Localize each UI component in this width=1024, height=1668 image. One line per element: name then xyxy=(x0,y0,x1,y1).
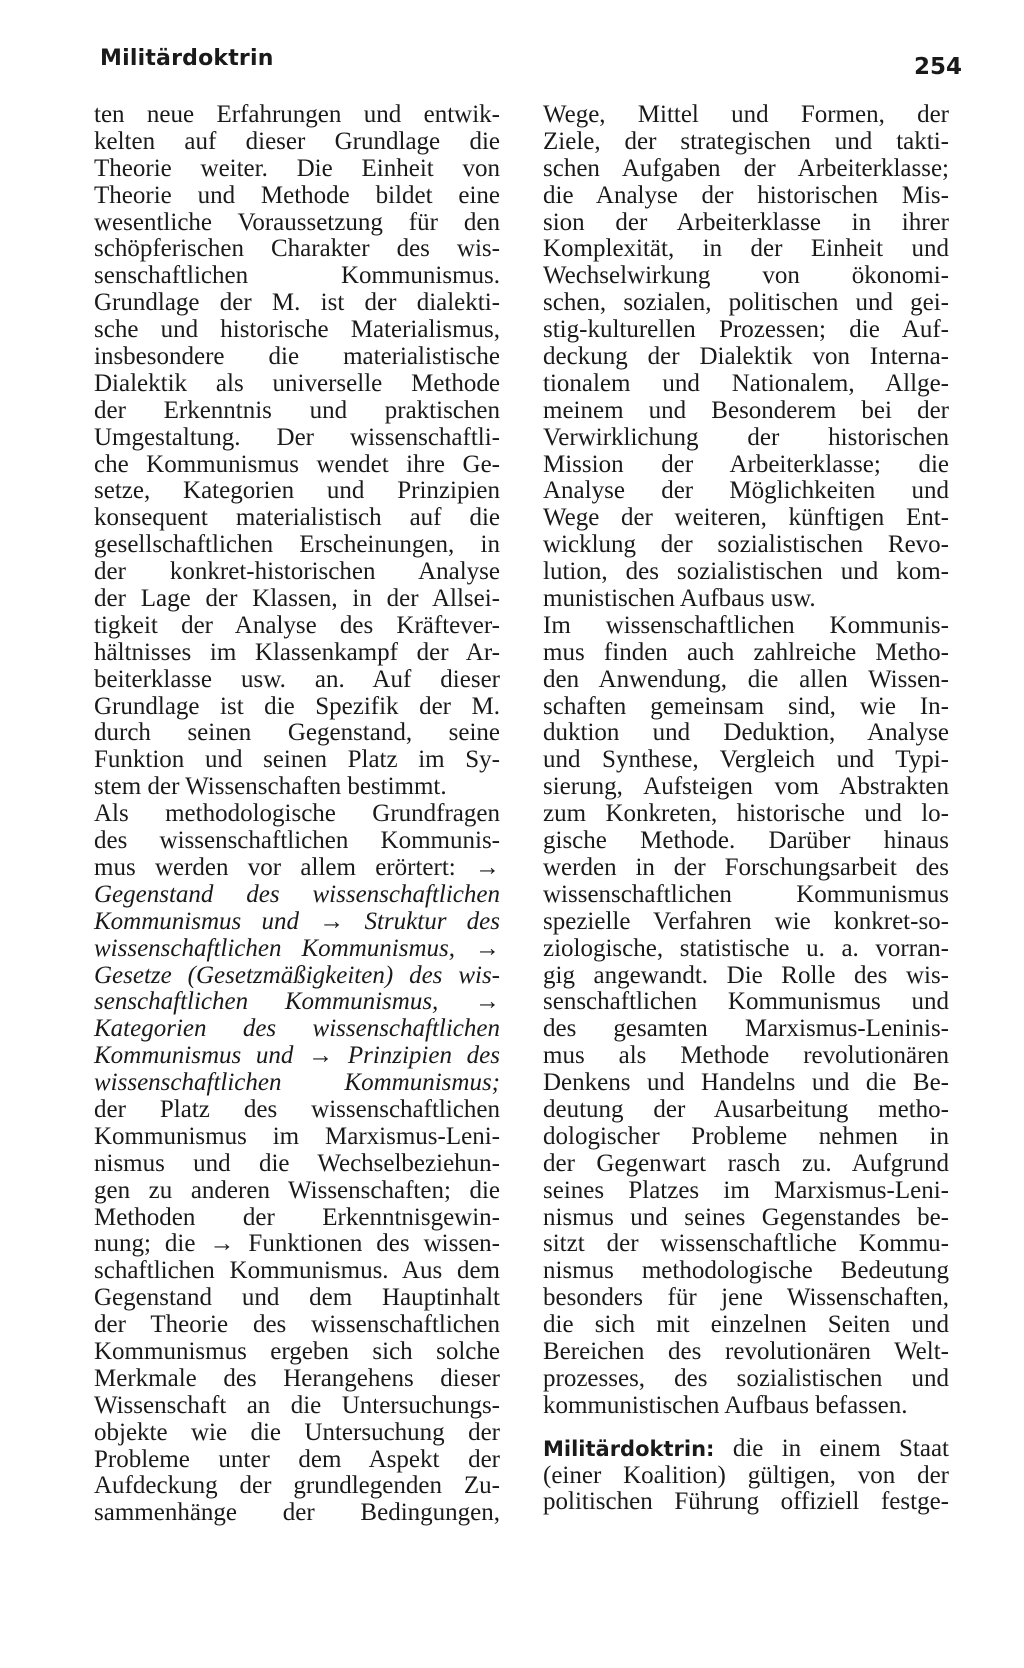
text-line: beiterklasse usw. an. Auf dieser xyxy=(94,665,500,693)
entry-gap xyxy=(543,1420,949,1436)
text-line: mus als Methode revolutionären xyxy=(543,1042,949,1070)
text-line: Als methodologische Grundfragen xyxy=(94,800,500,828)
text-line: Gegenstand des wissenschaftlichen xyxy=(94,880,500,908)
text-line: der Gegenwart rasch zu. Aufgrund xyxy=(543,1149,949,1177)
text-line: setze, Kategorien und Prinzipien xyxy=(94,477,500,505)
text-line: Gegenstand und dem Hauptinhalt xyxy=(94,1284,500,1312)
text-line: sammenhänge der Bedingungen, xyxy=(94,1499,500,1527)
text-line: ziologische, statistische u. a. vorran- xyxy=(543,934,949,962)
text-line: stig-kulturellen Prozessen; die Auf- xyxy=(543,316,949,344)
text-line: Probleme unter dem Aspekt der xyxy=(94,1445,500,1473)
text-line: Denkens und Handelns und die Be- xyxy=(543,1069,949,1097)
text-line: senschaftlichen Kommunismus, → xyxy=(94,988,500,1016)
text-line: Verwirklichung der historischen xyxy=(543,423,949,451)
text-line: der Theorie des wissenschaftlichen xyxy=(94,1311,500,1339)
next-entry-first-line xyxy=(543,1436,949,1463)
text-line: Funktion und seinen Platz im Sy- xyxy=(94,746,500,774)
next-entry xyxy=(543,1436,949,1517)
text-line: Merkmale des Herangehens dieser xyxy=(94,1364,500,1392)
text-line: Gesetze (Gesetzmäßigkeiten) des wis- xyxy=(94,961,500,989)
text-line: tigkeit der Analyse des Kräftever- xyxy=(94,611,500,639)
text-line: lution, des sozialistischen und kom- xyxy=(543,558,949,586)
text-line: Theorie und Methode bildet eine xyxy=(94,181,500,209)
text-line: mus finden auch zahlreiche Metho- xyxy=(543,638,949,666)
text-line: schaften gemeinsam sind, wie In- xyxy=(543,692,949,720)
text-line: Kommunismus und → Prinzipien des xyxy=(94,1042,500,1070)
text-line: der Platz des wissenschaftlichen xyxy=(94,1095,500,1123)
text-line: Dialektik als universelle Methode xyxy=(94,369,500,397)
text-line: Wege der weiteren, künftigen Ent- xyxy=(543,504,949,532)
text-line: Kommunismus im Marxismus-Leni- xyxy=(94,1122,500,1150)
text-line: wesentliche Voraussetzung für den xyxy=(94,208,500,236)
text-line: sitzt der wissenschaftliche Kommu- xyxy=(543,1230,949,1258)
text-line: wissenschaftlichen Kommunismus; xyxy=(94,1069,500,1097)
text-line: meinem und Besonderem bei der xyxy=(543,396,949,424)
text-line: Wege, Mittel und Formen, der xyxy=(543,101,949,128)
text-line: Analyse der Möglichkeiten und xyxy=(543,477,949,505)
text-line: schaftlichen Kommunismus. Aus dem xyxy=(94,1257,500,1285)
text-line: Mission der Arbeiterklasse; die xyxy=(543,450,949,478)
text-line: konsequent materialistisch auf die xyxy=(94,504,500,532)
text-line: stem der Wissenschaften bestimmt. xyxy=(94,773,447,801)
text-line: gesellschaftlichen Erscheinungen, in xyxy=(94,531,500,559)
text-line: Wissenschaft an die Untersuchungs- xyxy=(94,1391,500,1419)
text-line: senschaftlichen Kommunismus. xyxy=(94,262,500,290)
text-line: durch seinen Gegenstand, seine xyxy=(94,719,500,747)
text-line: munistischen Aufbaus usw. xyxy=(543,585,816,613)
right-column xyxy=(543,102,949,1420)
text-line: ten neue Erfahrungen und entwik- xyxy=(94,101,500,128)
text-line: sche und historische Materialismus, xyxy=(94,316,500,344)
text-line: duktion und Deduktion, Analyse xyxy=(543,719,949,747)
text-line: sion der Arbeiterklasse in ihrer xyxy=(543,208,949,236)
next-entry-line: (einer Koalition) gültigen, von der xyxy=(543,1461,949,1489)
text-line: spezielle Verfahren wie konkret-so- xyxy=(543,907,949,935)
text-line: Grundlage der M. ist der dialekti- xyxy=(94,289,500,317)
text-line: den Anwendung, die allen Wissen- xyxy=(543,665,949,693)
text-line: seines Platzes im Marxismus-Leni- xyxy=(543,1176,949,1204)
text-line: gen zu anderen Wissenschaften; die xyxy=(94,1176,500,1204)
text-line: kommunistischen Aufbaus befassen. xyxy=(543,1391,908,1419)
text-line: objekte wie die Untersuchung der xyxy=(94,1418,500,1446)
text-line: Kommunismus und → Struktur des xyxy=(94,907,500,935)
left-column xyxy=(94,102,500,1527)
text-line: werden in der Forschungsarbeit des xyxy=(543,853,949,881)
text-line: prozesses, des sozialistischen und xyxy=(543,1364,949,1392)
text-line: deutung der Ausarbeitung metho- xyxy=(543,1095,949,1123)
text-line: Kommunismus ergeben sich solche xyxy=(94,1337,500,1365)
text-line: schöpferischen Charakter des wis- xyxy=(94,235,500,263)
text-line: Wechselwirkung von ökonomi- xyxy=(543,262,949,290)
text-line: insbesondere die materialistische xyxy=(94,343,500,371)
text-line: die Analyse der historischen Mis- xyxy=(543,181,949,209)
text-line: besonders für jene Wissenschaften, xyxy=(543,1284,949,1312)
text-line: schen, sozialen, politischen und gei- xyxy=(543,289,949,317)
running-head: Militärdoktrin xyxy=(100,46,274,71)
text-line: Kategorien des wissenschaftlichen xyxy=(94,1015,500,1043)
text-line: gig angewandt. Die Rolle des wis- xyxy=(543,961,949,989)
text-line: Grundlage ist die Spezifik der M. xyxy=(94,692,500,720)
text-line: nismus methodologische Bedeutung xyxy=(543,1257,949,1285)
text-line: Ziele, der strategischen und takti- xyxy=(543,127,949,155)
text-line: wissenschaftlichen Kommunismus, → xyxy=(94,934,500,962)
text-line: Umgestaltung. Der wissenschaftli- xyxy=(94,423,500,451)
entry-term: Militärdoktrin: xyxy=(543,1436,715,1461)
text-line: dologischer Probleme nehmen in xyxy=(543,1122,949,1150)
text-line: sierung, Aufsteigen vom Abstrakten xyxy=(543,773,949,801)
text-line: der Erkenntnis und praktischen xyxy=(94,396,500,424)
text-line: des gesamten Marxismus-Leninis- xyxy=(543,1015,949,1043)
text-line: hältnisses im Klassenkampf der Ar- xyxy=(94,638,500,666)
text-line: Theorie weiter. Die Einheit von xyxy=(94,154,500,182)
text-line: Aufdeckung der grundlegenden Zu- xyxy=(94,1472,500,1500)
text-line: der Lage der Klassen, in der Allsei- xyxy=(94,585,500,613)
text-line: die sich mit einzelnen Seiten und xyxy=(543,1311,949,1339)
text-line: senschaftlichen Kommunismus und xyxy=(543,988,949,1016)
text-line: Methoden der Erkenntnisgewin- xyxy=(94,1203,500,1231)
text-line: nismus und die Wechselbeziehun- xyxy=(94,1149,500,1177)
text-line: gische Methode. Darüber hinaus xyxy=(543,827,949,855)
text-line: der konkret-historischen Analyse xyxy=(94,558,500,586)
text-line: zum Konkreten, historische und lo- xyxy=(543,800,949,828)
text-line: mus werden vor allem erörtert: → xyxy=(94,853,500,881)
text-line: Bereichen des revolutionären Welt- xyxy=(543,1337,949,1365)
entry-definition-start: die in einem Staat xyxy=(714,1434,949,1462)
page-number: 254 xyxy=(913,54,962,80)
text-line: che Kommunismus wendet ihre Ge- xyxy=(94,450,500,478)
text-line: des wissenschaftlichen Kommunis- xyxy=(94,827,500,855)
text-line: Komplexität, in der Einheit und xyxy=(543,235,949,263)
text-line: kelten auf dieser Grundlage die xyxy=(94,127,500,155)
text-line: wissenschaftlichen Kommunismus xyxy=(543,880,949,908)
text-line: schen Aufgaben der Arbeiterklasse; xyxy=(543,154,949,182)
text-line: Im wissenschaftlichen Kommunis- xyxy=(543,611,949,639)
right-column-wrapper xyxy=(543,102,949,1516)
text-line: wicklung der sozialistischen Revo- xyxy=(543,531,949,559)
text-line: nismus und seines Gegenstandes be- xyxy=(543,1203,949,1231)
text-line: und Synthese, Vergleich und Typi- xyxy=(543,746,949,774)
next-entry-line: politischen Führung offiziell festge- xyxy=(543,1488,949,1516)
text-line: tionalem und Nationalem, Allge- xyxy=(543,369,949,397)
text-line: deckung der Dialektik von Interna- xyxy=(543,343,949,371)
text-line: nung; die → Funktionen des wissen- xyxy=(94,1230,500,1258)
